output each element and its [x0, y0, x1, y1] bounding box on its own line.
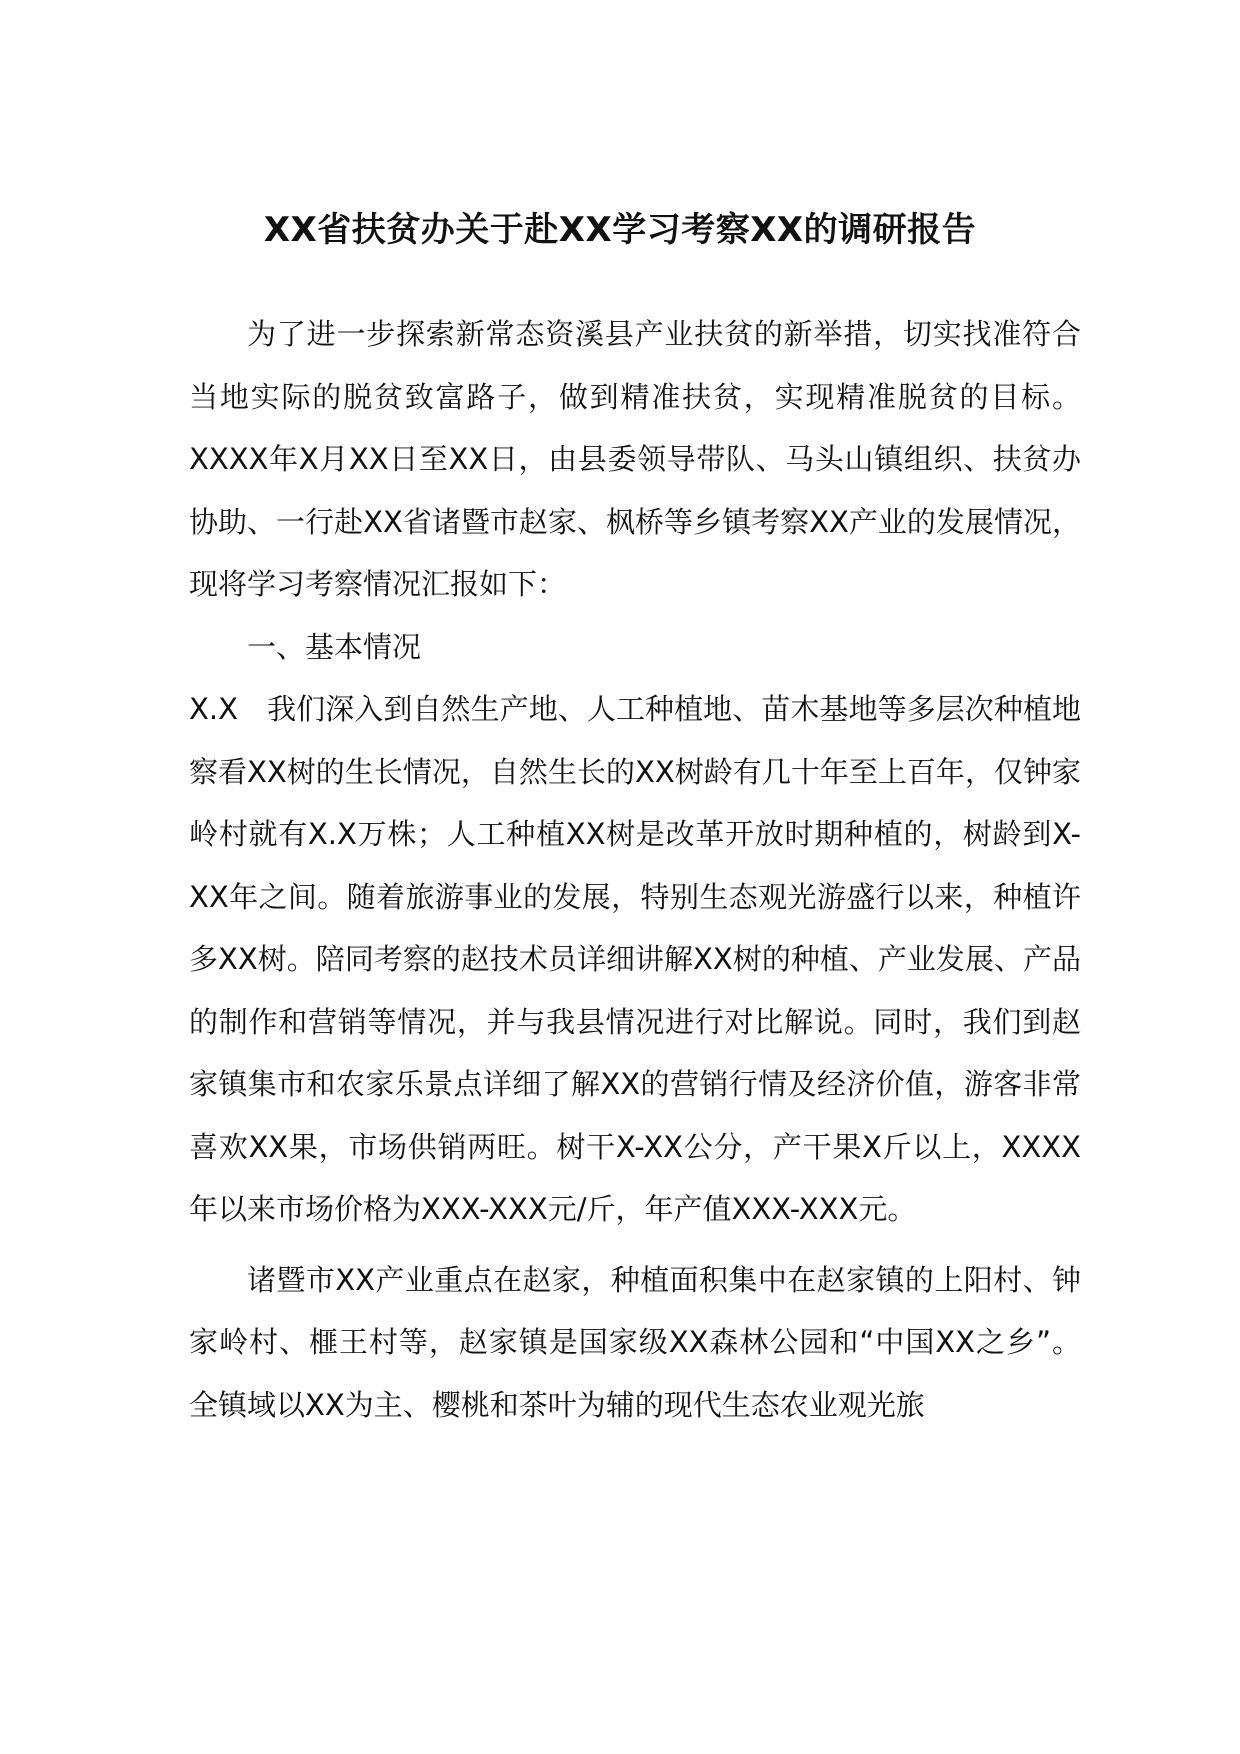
zhuji-industry-paragraph: 诸暨市XX产业重点在赵家，种植面积集中在赵家镇的上阳村、钟家岭村、榧王村等，赵家镇是国家级XX森林公园和“中国XX之乡”。全镇域以XX为主、樱桃和茶叶为辅的现代生态农业观光旅: [189, 1262, 1081, 1422]
section-heading-basic-situation: 一、基本情况: [247, 629, 422, 664]
basic-situation-paragraph: X.X 我们深入到自然生产地、人工种植地、苗木基地等多层次种植地察看XX树的生长情况，自然生长的XX树龄有几十年至上百年，仅钟家岭村就有X.X万株；人工种植XX树是改革开放时期种植的，树龄到X-XX年之间。随着旅游事业的发展，特别生态观光游盛行以来，种植许多XX树。陪同考察的赵技术员详细讲解XX树的种植、产业发展、产品的制作和营销等情况，并与我县情况进行对比解说。同时，我们到赵家镇集市和农家乐景点详细了解XX的营销行情及经济价值，游客非常喜欢XX果，市场供销两旺。树干X-XX公分，产干果X斤以上，XXXX年以来市场价格为XXX-XXX元/斤，年产值XXX-XXX元。: [189, 692, 1081, 1226]
intro-paragraph: 为了进一步探索新常态资溪县产业扶贫的新举措，切实找准符合当地实际的脱贫致富路子，做到精准扶贫，实现精准脱贫的目标。XXXX年X月XX日至XX日，由县委领导带队、马头山镇组织、扶贫办协助、一行赴XX省诸暨市赵家、枫桥等乡镇考察XX产业的发展情况，现将学习考察情况汇报如下：: [189, 317, 1081, 601]
document-title: XX省扶贫办关于赴XX学习考察XX的调研报告: [263, 210, 977, 250]
document-body: [189, 303, 1081, 1436]
